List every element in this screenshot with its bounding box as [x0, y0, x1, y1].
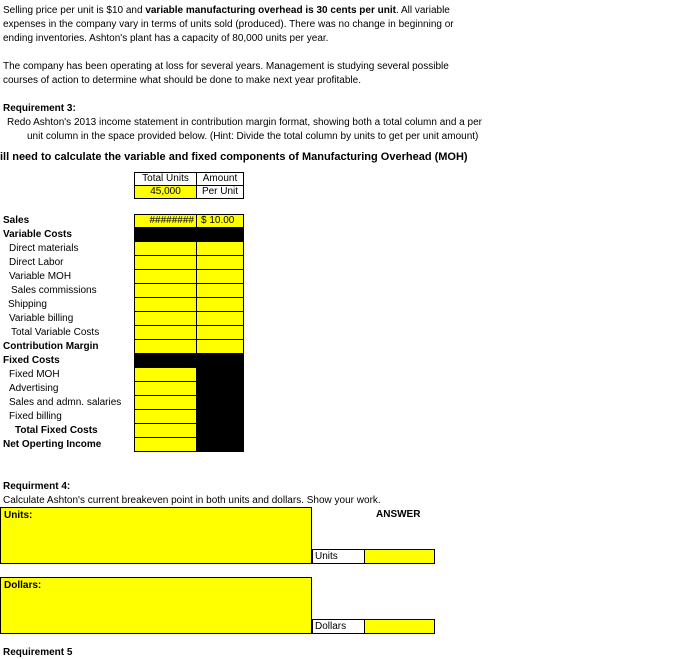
req3-line-1: Redo Ashton's 2013 income statement in contribution margin format, showing both a total column and a per	[7, 117, 482, 128]
row-label-variable-billing: Variable billing	[9, 313, 74, 324]
req4-instruction: Calculate Ashton's current breakeven point in both units and dollars. Show your work.	[3, 495, 381, 506]
sales-total-cell[interactable]: ########	[134, 214, 197, 228]
total-variable-costs-total-cell[interactable]	[134, 325, 197, 340]
row-label-shipping: Shipping	[8, 299, 47, 310]
intro-line-2: expenses in the company vary in terms of units sold (produced). There was no change in beginning or	[3, 19, 454, 30]
row-label-direct-materials: Direct materials	[9, 243, 79, 254]
req3-line-2: unit column in the space provided below. (Hint: Divide the total column by units to get per unit amount)	[27, 131, 479, 142]
dollars-work-label: Dollars:	[4, 580, 42, 591]
row-label-fixed-moh: Fixed MOH	[9, 369, 60, 380]
header-total-units: Total Units	[134, 172, 197, 186]
row-label-fixed-costs: Fixed Costs	[3, 355, 60, 366]
total-fixed-costs-total-cell[interactable]	[134, 423, 197, 438]
header-amount: Amount	[196, 172, 244, 186]
contribution-margin-total-cell[interactable]	[134, 339, 197, 354]
req5-title-partial: Requirement 5	[3, 647, 73, 658]
row-label-fixed-billing: Fixed billing	[9, 411, 62, 422]
req3-title: Requirement 3:	[3, 103, 76, 114]
row-label-total-fixed-costs: Total Fixed Costs	[15, 425, 98, 436]
variable-moh-total-cell[interactable]	[134, 269, 197, 284]
row-label-total-variable-costs: Total Variable Costs	[11, 327, 100, 338]
row-label-contribution-margin: Contribution Margin	[3, 341, 99, 352]
net-operating-income-total-cell[interactable]	[134, 437, 197, 452]
row-label-sales-admin-salaries: Sales and admn. salaries	[9, 397, 122, 408]
direct-materials-total-cell[interactable]	[134, 241, 197, 256]
sales-commissions-per-unit-cell[interactable]	[196, 283, 244, 298]
total-variable-costs-per-unit-cell[interactable]	[196, 325, 244, 340]
row-label-variable-moh: Variable MOH	[9, 271, 72, 282]
row-label-net-operating-income: Net Operting Income	[3, 439, 102, 450]
intro-text-end: . All variable	[395, 5, 450, 16]
variable-costs-header-bar	[134, 227, 244, 242]
units-answer-input[interactable]	[364, 549, 435, 564]
intro-line-3: ending inventories. Ashton's plant has a capacity of 80,000 units per year.	[3, 33, 329, 44]
dollars-answer-label: Dollars	[312, 619, 365, 634]
fixed-billing-total-cell[interactable]	[134, 409, 197, 424]
req3-moh-note: ill need to calculate the variable and fixed components of Manufacturing Overhead (MOH)	[0, 151, 468, 163]
variable-billing-total-cell[interactable]	[134, 311, 197, 326]
req4-title: Requirment 4:	[3, 481, 71, 492]
shipping-per-unit-cell[interactable]	[196, 297, 244, 312]
units-input[interactable]: 45,000	[134, 185, 197, 199]
row-label-sales-commissions: Sales commissions	[11, 285, 97, 296]
direct-labor-per-unit-cell[interactable]	[196, 255, 244, 270]
row-label-variable-costs: Variable Costs	[3, 229, 72, 240]
direct-materials-per-unit-cell[interactable]	[196, 241, 244, 256]
advertising-total-cell[interactable]	[134, 381, 197, 396]
header-per-unit: Per Unit	[196, 185, 244, 199]
sales-admin-salaries-total-cell[interactable]	[134, 395, 197, 410]
fixed-moh-total-cell[interactable]	[134, 367, 197, 382]
intro-line-5: courses of action to determine what should be done to make next year profitable.	[3, 75, 361, 86]
intro-text: Selling price per unit is $10 and	[3, 5, 146, 16]
fixed-costs-header-bar	[134, 353, 244, 368]
variable-billing-per-unit-cell[interactable]	[196, 311, 244, 326]
row-label-direct-labor: Direct Labor	[9, 257, 64, 268]
row-label-sales: Sales	[3, 215, 30, 226]
shipping-total-cell[interactable]	[134, 297, 197, 312]
direct-labor-total-cell[interactable]	[134, 255, 197, 270]
sales-commissions-total-cell[interactable]	[134, 283, 197, 298]
variable-moh-per-unit-cell[interactable]	[196, 269, 244, 284]
units-work-area[interactable]	[0, 507, 312, 564]
intro-bold-text: variable manufacturing overhead is 30 cents per unit	[145, 5, 396, 16]
units-work-label: Units:	[4, 510, 33, 521]
row-label-advertising: Advertising	[9, 383, 59, 394]
contribution-margin-per-unit-cell[interactable]	[196, 339, 244, 354]
units-answer-label: Units	[312, 549, 365, 564]
dollars-work-area[interactable]	[0, 577, 312, 634]
dollars-answer-input[interactable]	[364, 619, 435, 634]
answer-label: ANSWER	[376, 509, 421, 520]
sales-per-unit-cell[interactable]: $ 10.00	[196, 214, 244, 228]
fixed-per-unit-blocked-cells	[196, 367, 244, 452]
intro-line-4: The company has been operating at loss for several years. Management is studying several possible	[3, 61, 449, 72]
intro-line-1	[3, 4, 450, 17]
